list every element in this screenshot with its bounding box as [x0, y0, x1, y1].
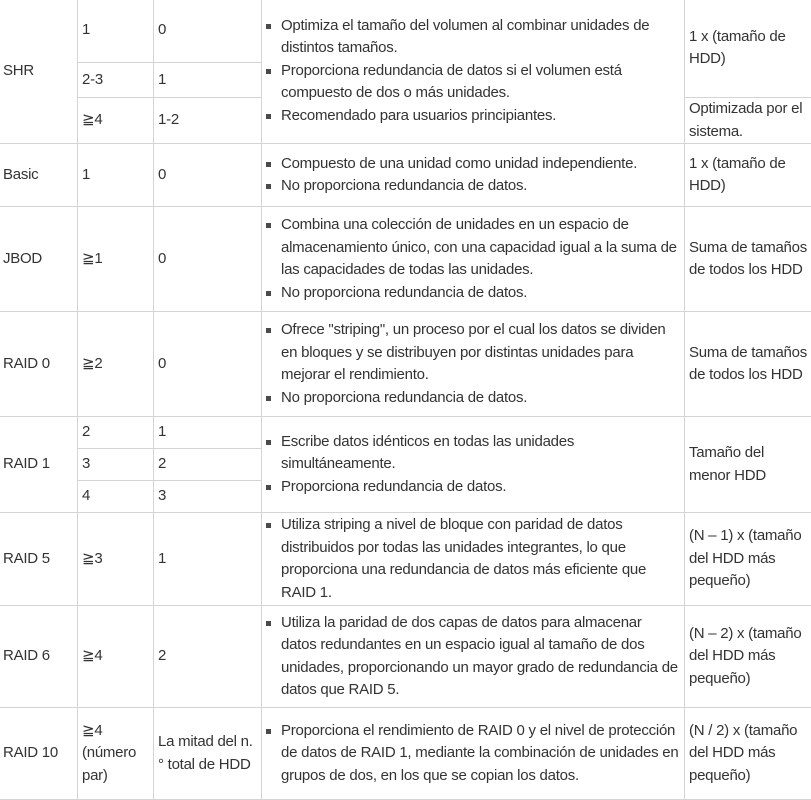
- capacity-cell: Tamaño del menor HDD: [685, 417, 811, 513]
- description-list: [266, 15, 680, 128]
- raid-type-cell: JBOD: [0, 207, 78, 312]
- disk-count-cell: ≧2: [78, 312, 154, 417]
- description-cell: [262, 207, 685, 312]
- fault-tolerance-cell: 0: [154, 207, 262, 312]
- description-item: Escribe datos idénticos en todas las unidades simultáneamente.: [266, 431, 680, 476]
- fault-tolerance-cell: 0: [154, 0, 262, 63]
- description-item: Utiliza striping a nivel de bloque con paridad de datos distribuidos por todas las unidades integrantes, lo que proporciona una redundancia de datos más eficiente que RAID 1.: [266, 514, 680, 604]
- description-cell: [262, 606, 685, 708]
- description-item: No proporciona redundancia de datos.: [266, 175, 680, 198]
- disk-count-cell: 3: [78, 449, 154, 481]
- disk-count-cell: ≧4: [78, 98, 154, 144]
- description-cell: [262, 0, 685, 144]
- fault-tolerance-cell: 1: [154, 417, 262, 449]
- table-row-raid6: [0, 606, 811, 708]
- table-row-shr: [0, 0, 811, 63]
- capacity-cell: Suma de tamaños de todos los HDD: [685, 312, 811, 417]
- table-row-raid10: [0, 708, 811, 800]
- fault-tolerance-cell: 3: [154, 481, 262, 513]
- description-item: Ofrece "striping", un proceso por el cual los datos se dividen en bloques y se distribuyen por distintas unidades para mejorar el rendimiento.: [266, 319, 680, 387]
- disk-count-cell: 2-3: [78, 63, 154, 98]
- capacity-cell: Optimizada por el sistema.: [685, 98, 811, 144]
- description-cell: [262, 144, 685, 207]
- raid-type-cell: RAID 6: [0, 606, 78, 708]
- table-row-raid0: [0, 312, 811, 417]
- disk-count-cell: ≧1: [78, 207, 154, 312]
- description-item: No proporciona redundancia de datos.: [266, 387, 680, 410]
- capacity-cell: (N – 1) x (tamaño del HDD más pequeño): [685, 513, 811, 606]
- description-list: [266, 153, 680, 198]
- raid-type-cell: RAID 1: [0, 417, 78, 513]
- description-list: [266, 612, 680, 702]
- description-list: [266, 514, 680, 604]
- description-item: Optimiza el tamaño del volumen al combinar unidades de distintos tamaños.: [266, 15, 680, 60]
- capacity-cell: 1 x (tamaño de HDD): [685, 0, 811, 98]
- description-item: Combina una colección de unidades en un espacio de almacenamiento único, con una capacidad igual a la suma de las capacidades de todas las unidades.: [266, 214, 680, 282]
- fault-tolerance-cell: 0: [154, 312, 262, 417]
- description-item: No proporciona redundancia de datos.: [266, 282, 680, 305]
- fault-tolerance-cell: 2: [154, 449, 262, 481]
- capacity-cell: Suma de tamaños de todos los HDD: [685, 207, 811, 312]
- disk-count-cell: 1: [78, 144, 154, 207]
- capacity-cell: (N / 2) x (tamaño del HDD más pequeño): [685, 708, 811, 800]
- disk-count-cell: ≧3: [78, 513, 154, 606]
- disk-count-cell: 1: [78, 0, 154, 63]
- table-row-raid1: [0, 417, 811, 449]
- fault-tolerance-cell: 0: [154, 144, 262, 207]
- description-list: [266, 319, 680, 409]
- description-cell: [262, 513, 685, 606]
- disk-count-cell: 2: [78, 417, 154, 449]
- disk-count-cell: ≧4 (número par): [78, 708, 154, 800]
- description-item: Recomendado para usuarios principiantes.: [266, 105, 680, 128]
- description-list: [266, 214, 680, 304]
- raid-type-cell: SHR: [0, 0, 78, 144]
- capacity-cell: (N – 2) x (tamaño del HDD más pequeño): [685, 606, 811, 708]
- description-cell: [262, 312, 685, 417]
- raid-type-cell: Basic: [0, 144, 78, 207]
- description-list: [266, 720, 680, 788]
- description-item: Utiliza la paridad de dos capas de datos para almacenar datos redundantes en un espacio igual al tamaño de dos unidades, proporcionando un mayor grado de redundancia de datos que RAID 5.: [266, 612, 680, 702]
- raid-type-cell: RAID 5: [0, 513, 78, 606]
- description-cell: [262, 417, 685, 513]
- disk-count-cell: ≧4: [78, 606, 154, 708]
- description-list: [266, 431, 680, 499]
- fault-tolerance-cell: 2: [154, 606, 262, 708]
- fault-tolerance-cell: 1: [154, 513, 262, 606]
- fault-tolerance-cell: La mitad del n.° total de HDD: [154, 708, 262, 800]
- description-item: Compuesto de una unidad como unidad independiente.: [266, 153, 680, 176]
- description-item: Proporciona redundancia de datos si el volumen está compuesto de dos o más unidades.: [266, 60, 680, 105]
- fault-tolerance-cell: 1-2: [154, 98, 262, 144]
- raid-type-cell: RAID 0: [0, 312, 78, 417]
- description-item: Proporciona el rendimiento de RAID 0 y el nivel de protección de datos de RAID 1, mediante la combinación de unidades en grupos de dos, en los que se copian los datos.: [266, 720, 680, 788]
- table-row-raid5: [0, 513, 811, 606]
- table-row-basic: [0, 144, 811, 207]
- description-cell: [262, 708, 685, 800]
- fault-tolerance-cell: 1: [154, 63, 262, 98]
- disk-count-cell: 4: [78, 481, 154, 513]
- raid-type-cell: RAID 10: [0, 708, 78, 800]
- description-item: Proporciona redundancia de datos.: [266, 476, 680, 499]
- table-row-jbod: [0, 207, 811, 312]
- capacity-cell: 1 x (tamaño de HDD): [685, 144, 811, 207]
